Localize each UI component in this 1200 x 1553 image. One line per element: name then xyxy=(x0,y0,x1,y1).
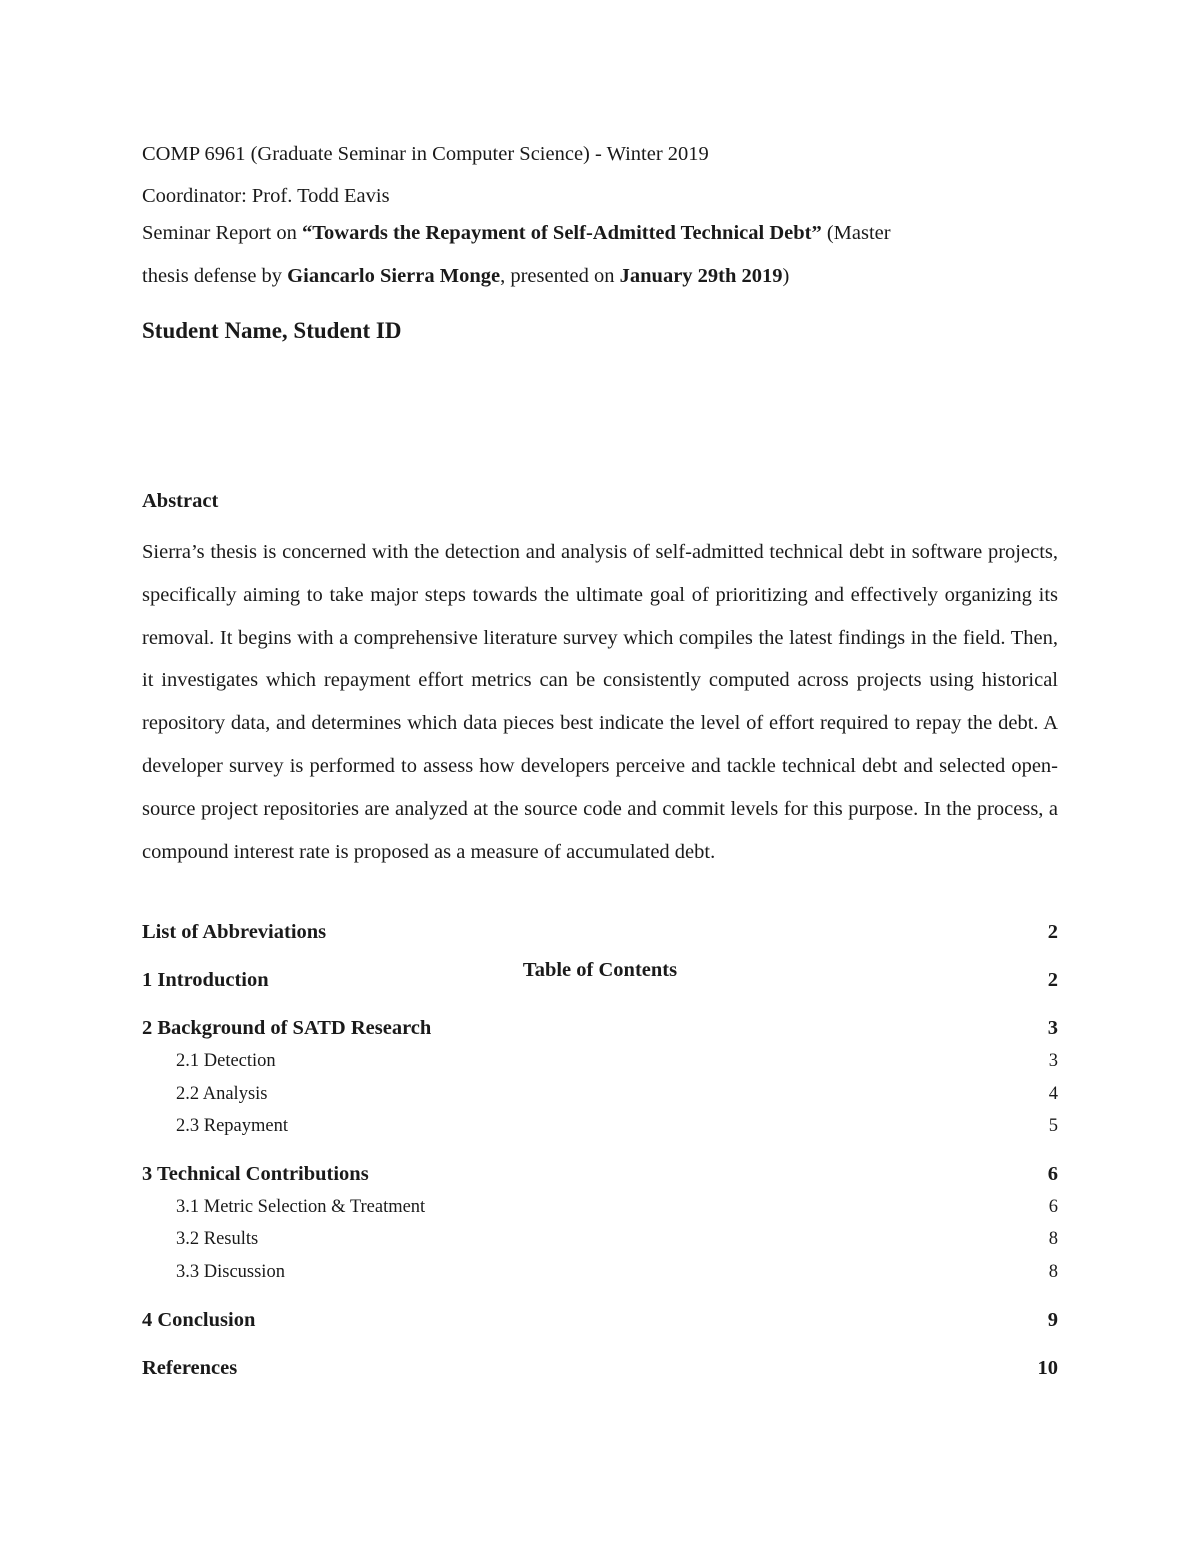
coordinator-line: Coordinator: Prof. Todd Eavis xyxy=(142,185,390,207)
abstract-body: Sierra’s thesis is concerned with the detection and analysis of self-admitted technical debt in software projects, specifically aiming to take major steps towards the ultimate goal of prioritizing and effectively organizing its removal. It begins with a comprehensive literature survey which compiles the latest findings in the field. Then, it investigates which repayment effort metrics can be consistently computed across projects using historical repository data, and determines which data pieces best indicate the level of effort required to repay the debt. A developer survey is performed to assess how developers perceive and tackle technical debt and selected open-source project repositories are analyzed at the source code and commit levels for this purpose. In the process, a compound interest rate is proposed as a measure of accumulated debt. xyxy=(142,541,1058,863)
toc-entry-label: 2.1 Detection xyxy=(176,1051,276,1071)
toc-entry-label: List of Abbreviations xyxy=(142,921,327,943)
toc-entry-label: 1 Introduction xyxy=(142,969,269,991)
student-name-id: Student Name, Student ID xyxy=(142,318,402,343)
toc-entry-label: 2.3 Repayment xyxy=(176,1116,289,1136)
abstract-heading: Abstract xyxy=(142,490,219,512)
toc-entry-label: References xyxy=(142,1357,238,1379)
presented-on: , presented on xyxy=(500,265,620,287)
toc-entry-page: 10 xyxy=(1037,1357,1058,1379)
report-title: “Towards the Repayment of Self-Admitted Technical Debt” xyxy=(302,222,822,244)
toc-entry-label: 3 Technical Contributions xyxy=(142,1163,369,1185)
toc-entry-label: 3.3 Discussion xyxy=(176,1262,285,1282)
toc-entry-page: 3 xyxy=(1048,1051,1058,1071)
toc-entry-page: 6 xyxy=(1047,1163,1058,1185)
toc-entry-page: 4 xyxy=(1048,1084,1058,1104)
toc-entry-page: 6 xyxy=(1048,1197,1058,1217)
report-mid: (Master xyxy=(821,222,891,244)
toc-title: Table of Contents xyxy=(522,959,678,981)
report-line xyxy=(142,223,891,244)
toc-entry-page: 8 xyxy=(1048,1262,1058,1282)
thesis-prefix: thesis defense by xyxy=(142,265,288,287)
toc-entry-page: 9 xyxy=(1047,1309,1058,1331)
report-prefix: Seminar Report on xyxy=(142,222,302,244)
course-line: COMP 6961 (Graduate Seminar in Computer Science) - Winter 2019 xyxy=(142,143,709,165)
toc-entry-label: 2.2 Analysis xyxy=(176,1084,268,1104)
toc-entry-page: 2 xyxy=(1047,969,1058,991)
toc-entry-label: 2 Background of SATD Research xyxy=(142,1017,432,1039)
presentation-date: January 29th 2019 xyxy=(619,265,783,287)
presenter-name: Giancarlo Sierra Monge xyxy=(287,265,501,287)
toc-entry-label: 4 Conclusion xyxy=(142,1309,256,1331)
thesis-line xyxy=(142,266,789,287)
toc-entry-page: 2 xyxy=(1047,921,1058,943)
toc-entry-page: 8 xyxy=(1048,1229,1058,1249)
toc-entry-label: 3.2 Results xyxy=(176,1229,259,1249)
toc-entry-page: 5 xyxy=(1048,1116,1058,1136)
close-paren: ) xyxy=(782,265,790,287)
toc-entry-label: 3.1 Metric Selection & Treatment xyxy=(176,1197,426,1217)
toc-entry-page: 3 xyxy=(1047,1017,1058,1039)
